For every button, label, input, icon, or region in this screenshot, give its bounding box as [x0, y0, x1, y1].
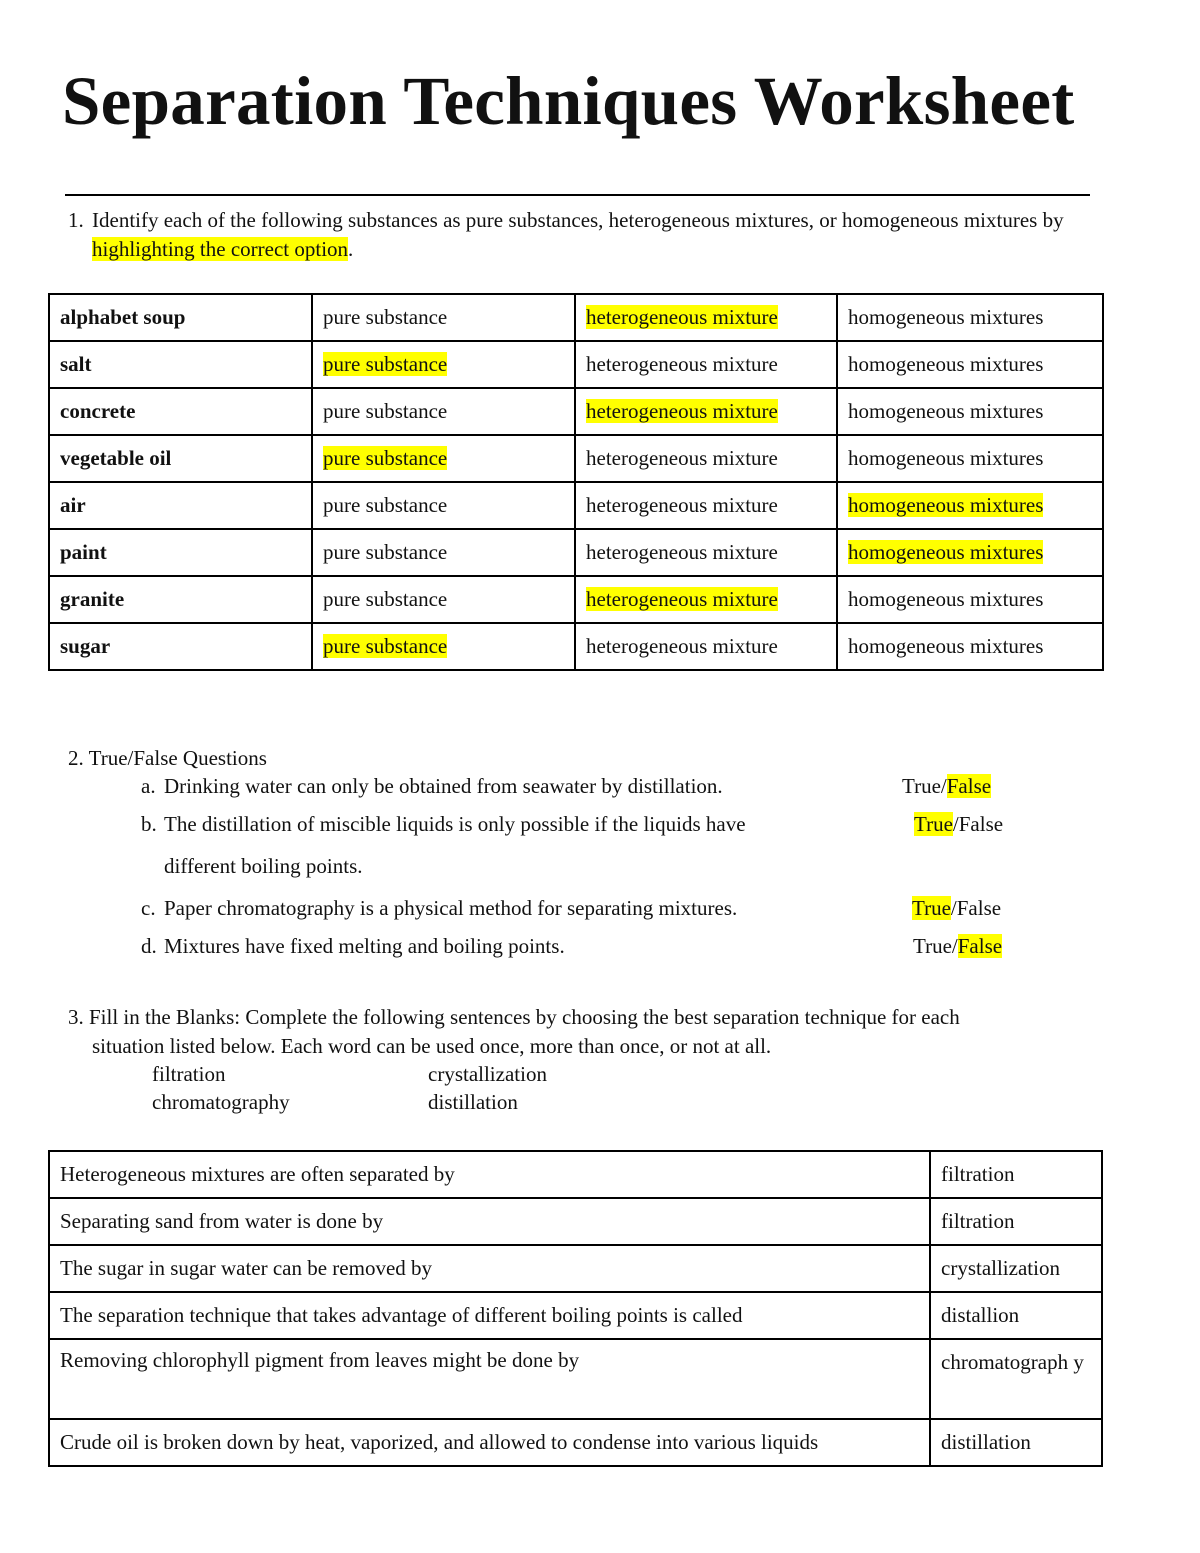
table-row	[49, 623, 1103, 670]
option-label: homogeneous mixtures	[848, 493, 1044, 517]
option-label: homogeneous mixtures	[848, 399, 1044, 423]
word-bank-item: distillation	[428, 1090, 518, 1114]
false-option[interactable]: False	[956, 896, 1002, 920]
word-bank-item: crystallization	[428, 1062, 547, 1086]
tf-item-label: b.	[141, 812, 157, 836]
option-label: heterogeneous mixture	[586, 352, 778, 376]
option-label: homogeneous mixtures	[848, 446, 1044, 470]
table-row	[49, 576, 1103, 623]
substance-name: vegetable oil	[49, 435, 312, 482]
option-cell[interactable]	[837, 388, 1103, 435]
option-label: pure substance	[323, 305, 448, 329]
tf-answer[interactable]	[902, 774, 991, 799]
option-label: homogeneous mixtures	[848, 352, 1044, 376]
table-row	[49, 388, 1103, 435]
table-row	[49, 1198, 1102, 1245]
option-label: heterogeneous mixture	[586, 305, 778, 329]
table-row	[49, 1245, 1102, 1292]
option-cell[interactable]	[312, 435, 575, 482]
question-3-line-1: 3. Fill in the Blanks: Complete the following sentences by choosing the best separation technique for each	[68, 1005, 960, 1029]
option-cell[interactable]	[837, 341, 1103, 388]
question-1-text: Identify each of the following substances as pure substances, heterogeneous mixtures, or homogeneous mixtures by	[92, 208, 1064, 232]
option-cell[interactable]	[837, 623, 1103, 670]
tf-item-text: Paper chromatography is a physical method for separating mixtures.	[164, 896, 738, 920]
separator: /	[950, 896, 957, 920]
table-row	[49, 294, 1103, 341]
true-option[interactable]: True	[912, 896, 951, 920]
sentence-cell: The sugar in sugar water can be removed by	[49, 1245, 930, 1292]
answer-cell[interactable]: distallion	[930, 1292, 1102, 1339]
tf-answer[interactable]	[913, 934, 1002, 959]
option-cell[interactable]	[575, 576, 837, 623]
word-bank-item: filtration	[152, 1062, 226, 1086]
option-label: pure substance	[323, 399, 448, 423]
option-cell[interactable]	[312, 576, 575, 623]
option-cell[interactable]	[575, 341, 837, 388]
table-row	[49, 1339, 1102, 1419]
substance-name: salt	[49, 341, 312, 388]
answer-cell[interactable]: crystallization	[930, 1245, 1102, 1292]
sentence-cell: Crude oil is broken down by heat, vaporized, and allowed to condense into various liquids	[49, 1419, 930, 1466]
answer-cell[interactable]: distillation	[930, 1419, 1102, 1466]
table-row	[49, 435, 1103, 482]
option-cell[interactable]	[837, 435, 1103, 482]
sentence-cell: The separation technique that takes advantage of different boiling points is called	[49, 1292, 930, 1339]
tf-item-text: The distillation of miscible liquids is only possible if the liquids have	[164, 812, 746, 836]
tf-item-text: Mixtures have fixed melting and boiling points.	[164, 934, 565, 958]
option-label: homogeneous mixtures	[848, 634, 1044, 658]
option-label: pure substance	[323, 493, 448, 517]
tf-item-text: Drinking water can only be obtained from seawater by distillation.	[164, 774, 723, 798]
option-cell[interactable]	[575, 482, 837, 529]
question-1	[68, 206, 1078, 264]
sentence-cell: Removing chlorophyll pigment from leaves might be done by	[49, 1339, 930, 1419]
table-row	[49, 482, 1103, 529]
tf-item-label: c.	[141, 896, 156, 920]
substance-name: alphabet soup	[49, 294, 312, 341]
separator: /	[951, 934, 958, 958]
tf-answer[interactable]	[912, 896, 1001, 921]
option-label: pure substance	[323, 540, 448, 564]
option-cell[interactable]	[575, 388, 837, 435]
tf-answer[interactable]	[914, 812, 1003, 837]
word-bank-item: chromatography	[152, 1090, 290, 1114]
option-cell[interactable]	[312, 623, 575, 670]
option-label: heterogeneous mixture	[586, 540, 778, 564]
false-option[interactable]: False	[958, 812, 1004, 836]
option-label: homogeneous mixtures	[848, 305, 1044, 329]
question-2-heading: 2. True/False Questions	[68, 746, 267, 770]
option-label: pure substance	[323, 446, 448, 470]
table-row	[49, 341, 1103, 388]
option-cell[interactable]	[575, 294, 837, 341]
false-option[interactable]: False	[957, 934, 1003, 958]
table-row	[49, 1419, 1102, 1466]
separator: /	[940, 774, 947, 798]
option-cell[interactable]	[575, 529, 837, 576]
table-row	[49, 529, 1103, 576]
table-row	[49, 1151, 1102, 1198]
option-cell[interactable]	[312, 482, 575, 529]
answer-cell[interactable]: chromatograph y	[930, 1339, 1102, 1419]
substance-name: concrete	[49, 388, 312, 435]
option-label: homogeneous mixtures	[848, 540, 1044, 564]
option-label: heterogeneous mixture	[586, 399, 778, 423]
true-option[interactable]: True	[913, 934, 952, 958]
false-option[interactable]: False	[946, 774, 992, 798]
option-cell[interactable]	[312, 529, 575, 576]
fill-in-blanks-table	[48, 1150, 1103, 1467]
option-label: heterogeneous mixture	[586, 634, 778, 658]
answer-cell[interactable]: filtration	[930, 1151, 1102, 1198]
option-cell[interactable]	[575, 623, 837, 670]
option-label: homogeneous mixtures	[848, 587, 1044, 611]
option-cell[interactable]	[312, 294, 575, 341]
option-cell[interactable]	[312, 388, 575, 435]
option-cell[interactable]	[312, 341, 575, 388]
substance-name: paint	[49, 529, 312, 576]
option-cell[interactable]	[837, 482, 1103, 529]
sentence-cell: Separating sand from water is done by	[49, 1198, 930, 1245]
answer-cell[interactable]: filtration	[930, 1198, 1102, 1245]
question-1-highlight: highlighting the correct option	[92, 237, 349, 261]
option-cell[interactable]	[837, 294, 1103, 341]
true-option[interactable]: True	[914, 812, 953, 836]
option-label: pure substance	[323, 352, 448, 376]
substance-name: granite	[49, 576, 312, 623]
true-option[interactable]: True	[902, 774, 941, 798]
question-1-number: 1.	[68, 208, 84, 232]
separator: /	[952, 812, 959, 836]
option-cell[interactable]	[837, 576, 1103, 623]
question-1-period: .	[348, 237, 354, 261]
option-cell[interactable]	[837, 529, 1103, 576]
tf-item-label: d.	[141, 934, 157, 958]
table-row	[49, 1292, 1102, 1339]
option-label: heterogeneous mixture	[586, 493, 778, 517]
classification-table	[48, 293, 1104, 671]
sentence-cell: Heterogeneous mixtures are often separated by	[49, 1151, 930, 1198]
tf-item-label: a.	[141, 774, 156, 798]
option-label: pure substance	[323, 587, 448, 611]
option-label: pure substance	[323, 634, 448, 658]
page-title: Separation Techniques Worksheet	[62, 63, 1075, 139]
title-divider	[65, 194, 1090, 196]
question-3-line-2: situation listed below. Each word can be used once, more than once, or not at all.	[92, 1034, 772, 1058]
option-label: heterogeneous mixture	[586, 446, 778, 470]
option-cell[interactable]	[575, 435, 837, 482]
substance-name: air	[49, 482, 312, 529]
substance-name: sugar	[49, 623, 312, 670]
option-label: heterogeneous mixture	[586, 587, 778, 611]
tf-item-continuation: different boiling points.	[164, 854, 363, 878]
